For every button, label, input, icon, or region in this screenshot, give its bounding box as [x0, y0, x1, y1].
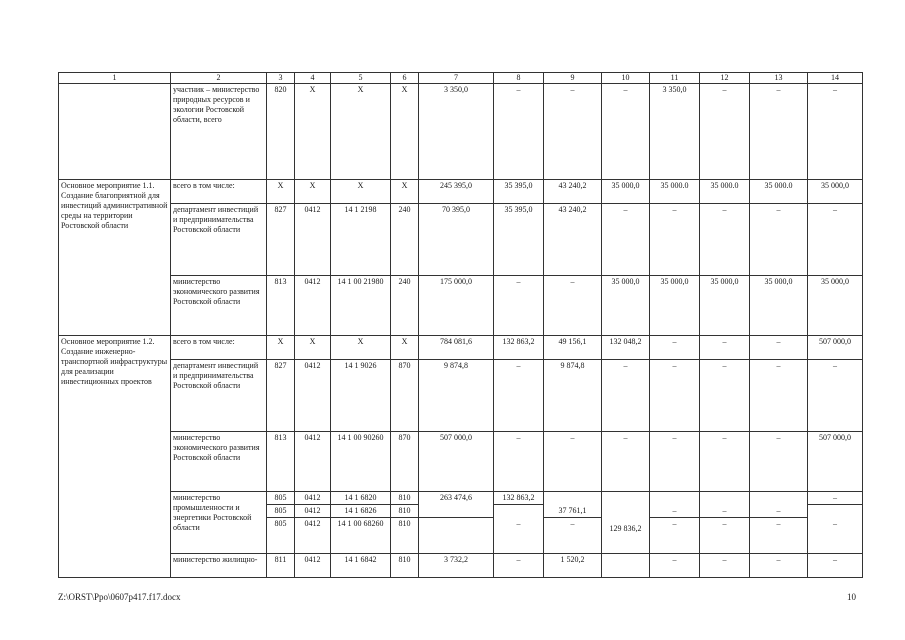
- cell-year-2: –: [544, 276, 602, 336]
- cell-year-6: –: [750, 505, 808, 518]
- cell-executor: министерство экономического развития Ростовской области: [171, 276, 267, 336]
- cell-year-4: 35 000.0: [650, 180, 700, 204]
- col-header-9: 9: [544, 73, 602, 84]
- cell-rzpr: Х: [295, 180, 331, 204]
- cell-rzpr: 0412: [295, 276, 331, 336]
- cell-csr: Х: [331, 180, 391, 204]
- cell-rzpr: 0412: [295, 492, 331, 505]
- cell-csr: 14 1 9026: [331, 360, 391, 432]
- cell-executor: департамент инвестиций и предпринимательства Ростовской области: [171, 204, 267, 276]
- col-header-8: 8: [494, 73, 544, 84]
- cell-year-1: 132 863,2: [494, 336, 544, 360]
- cell-year-2: 49 156,1: [544, 336, 602, 360]
- col-header-14: 14: [808, 73, 863, 84]
- cell-total: 507 000,0: [419, 432, 494, 492]
- cell-grbs: 813: [267, 432, 295, 492]
- table-row: [59, 276, 863, 336]
- cell-year-6: [750, 492, 808, 505]
- cell-year-3: 35 000,0: [602, 276, 650, 336]
- cell-year-7: –: [808, 554, 863, 578]
- cell-year-5: –: [700, 518, 750, 554]
- cell-year-4: 3 350,0: [650, 84, 700, 180]
- cell-year-2: –: [544, 84, 602, 180]
- cell-year-2: 37 761,1: [544, 505, 602, 518]
- page-number: 10: [847, 592, 856, 602]
- cell-executor: всего в том числе:: [171, 336, 267, 360]
- cell-year-3: 132 048,2: [602, 336, 650, 360]
- table-row: [59, 492, 863, 505]
- cell-year-2: 1 520,2: [544, 554, 602, 578]
- col-header-7: 7: [419, 73, 494, 84]
- cell-year-2: [544, 492, 602, 505]
- cell-measure-1-2: Основное мероприятие 1.2. Создание инженерно-транспортной инфраструктуры для реализации инвестиционных проектов: [59, 336, 171, 578]
- cell-rzpr: Х: [295, 336, 331, 360]
- cell-executor: министерство жилищно-: [171, 554, 267, 578]
- cell-year-7: –: [808, 84, 863, 180]
- cell-year-7: –: [808, 492, 863, 505]
- cell-rzpr: 0412: [295, 505, 331, 518]
- cell-year-2: 43 240,2: [544, 204, 602, 276]
- cell-grbs: 827: [267, 204, 295, 276]
- cell-total: 263 474,6: [419, 492, 494, 518]
- cell-year-3: [602, 554, 650, 578]
- cell-vr: Х: [391, 180, 419, 204]
- col-header-3: 3: [267, 73, 295, 84]
- cell-year-7: 35 000,0: [808, 276, 863, 336]
- cell-csr: Х: [331, 84, 391, 180]
- cell-year-3: 129 836,2: [602, 505, 650, 554]
- cell-year-4: –: [650, 505, 700, 518]
- cell-year-1: –: [494, 554, 544, 578]
- cell-year-6: –: [750, 554, 808, 578]
- cell-year-3: –: [602, 84, 650, 180]
- cell-year-5: 35 000.0: [700, 180, 750, 204]
- cell-year-1: –: [494, 518, 544, 554]
- cell-year-1: 132 863,2: [494, 492, 544, 505]
- cell-year-7: 507 000,0: [808, 432, 863, 492]
- cell-year-5: 35 000,0: [700, 276, 750, 336]
- cell-year-4: –: [650, 336, 700, 360]
- cell-year-6: –: [750, 518, 808, 554]
- cell-csr: 14 1 00 90260: [331, 432, 391, 492]
- cell-total: 784 081,6: [419, 336, 494, 360]
- cell-vr: 810: [391, 492, 419, 505]
- cell-year-4: –: [650, 360, 700, 432]
- cell-year-1: –: [494, 84, 544, 180]
- col-header-1: 1: [59, 73, 171, 84]
- cell-year-6: 35 000,0: [750, 276, 808, 336]
- cell-year-7: –: [808, 360, 863, 432]
- cell-year-2: –: [544, 432, 602, 492]
- col-header-5: 5: [331, 73, 391, 84]
- cell-grbs: 813: [267, 276, 295, 336]
- cell-rzpr: 0412: [295, 554, 331, 578]
- col-header-6: 6: [391, 73, 419, 84]
- col-header-12: 12: [700, 73, 750, 84]
- cell-year-5: –: [700, 336, 750, 360]
- cell-year-1: –: [494, 360, 544, 432]
- cell-csr: Х: [331, 336, 391, 360]
- cell-vr: 810: [391, 554, 419, 578]
- cell-vr: Х: [391, 336, 419, 360]
- cell-year-6: –: [750, 84, 808, 180]
- cell-year-2: 9 874,8: [544, 360, 602, 432]
- cell-year-1: 35 395,0: [494, 180, 544, 204]
- cell-year-3: –: [602, 432, 650, 492]
- cell-year-4: –: [650, 554, 700, 578]
- cell-year-4: –: [650, 432, 700, 492]
- cell-year-5: [700, 492, 750, 505]
- cell-year-2: 43 240,2: [544, 180, 602, 204]
- col-header-2: 2: [171, 73, 267, 84]
- cell-year-4: –: [650, 518, 700, 554]
- cell-year-7: 35 000,0: [808, 180, 863, 204]
- col-header-11: 11: [650, 73, 700, 84]
- cell-year-7: –: [808, 518, 863, 554]
- cell-rzpr: 0412: [295, 360, 331, 432]
- header-row: [59, 73, 863, 84]
- cell-vr: 240: [391, 276, 419, 336]
- table-row: [59, 204, 863, 276]
- cell-year-4: [650, 492, 700, 505]
- cell-grbs: 805: [267, 492, 295, 505]
- col-header-10: 10: [602, 73, 650, 84]
- cell-year-1: –: [494, 276, 544, 336]
- cell-year-3: [602, 492, 650, 505]
- cell-executor: министерство промышленности и энергетики Ростовской области: [171, 492, 267, 554]
- cell-vr: 240: [391, 204, 419, 276]
- cell-executor: департамент инвестиций и предпринимательства Ростовской области: [171, 360, 267, 432]
- col-header-13: 13: [750, 73, 808, 84]
- cell-year-5: –: [700, 505, 750, 518]
- document-path: Z:\ORST\Ppo\0607p417.f17.docx: [58, 592, 181, 602]
- cell-measure-1-1: Основное мероприятие 1.1. Создание благоприятной для инвестиций административной среды на территории Ростовской области: [59, 180, 171, 336]
- cell-year-4: –: [650, 204, 700, 276]
- cell-year-7: 507 000,0: [808, 336, 863, 360]
- cell-grbs: Х: [267, 336, 295, 360]
- cell-total: 3 350,0: [419, 84, 494, 180]
- cell-rzpr: 0412: [295, 518, 331, 554]
- cell-csr: 14 1 6820: [331, 492, 391, 505]
- cell-vr: 870: [391, 360, 419, 432]
- cell-executor: участник – министерство природных ресурсов и экологии Ростовской области, всего: [171, 84, 267, 180]
- cell-year-2: –: [544, 518, 602, 554]
- cell-vr: Х: [391, 84, 419, 180]
- cell-grbs: 805: [267, 505, 295, 518]
- cell-vr: 810: [391, 518, 419, 554]
- cell-csr: 14 1 00 21980: [331, 276, 391, 336]
- cell-grbs: Х: [267, 180, 295, 204]
- cell-year-3: –: [602, 204, 650, 276]
- cell-grbs: 811: [267, 554, 295, 578]
- col-header-4: 4: [295, 73, 331, 84]
- cell-executor: министерство экономического развития Ростовской области: [171, 432, 267, 492]
- cell-year-6: 35 000.0: [750, 180, 808, 204]
- cell-total: 3 732,2: [419, 554, 494, 578]
- cell-year-6: –: [750, 204, 808, 276]
- cell-year-5: –: [700, 554, 750, 578]
- table-row: [59, 360, 863, 432]
- cell-measure: [59, 84, 171, 180]
- cell-year-1: [494, 505, 544, 518]
- cell-year-6: –: [750, 360, 808, 432]
- cell-csr: 14 1 6826: [331, 505, 391, 518]
- cell-vr: 870: [391, 432, 419, 492]
- cell-year-7: –: [808, 204, 863, 276]
- cell-rzpr: 0412: [295, 204, 331, 276]
- cell-year-6: –: [750, 432, 808, 492]
- table-row: [59, 336, 863, 360]
- cell-vr: 810: [391, 505, 419, 518]
- cell-year-7: [808, 505, 863, 518]
- cell-year-1: –: [494, 432, 544, 492]
- cell-year-1: 35 395,0: [494, 204, 544, 276]
- table-row: [59, 432, 863, 492]
- cell-total: 9 874,8: [419, 360, 494, 432]
- cell-year-5: –: [700, 84, 750, 180]
- cell-year-4: 35 000,0: [650, 276, 700, 336]
- table-row: [59, 554, 863, 578]
- cell-year-6: –: [750, 336, 808, 360]
- table-row: [59, 180, 863, 204]
- cell-grbs: 820: [267, 84, 295, 180]
- budget-table: [58, 72, 863, 578]
- table-row: [59, 84, 863, 180]
- cell-total: 245 395,0: [419, 180, 494, 204]
- cell-rzpr: Х: [295, 84, 331, 180]
- cell-year-3: 35 000,0: [602, 180, 650, 204]
- cell-rzpr: 0412: [295, 432, 331, 492]
- cell-csr: 14 1 2198: [331, 204, 391, 276]
- cell-csr: 14 1 00 68260: [331, 518, 391, 554]
- cell-csr: 14 1 6842: [331, 554, 391, 578]
- cell-total: 70 395,0: [419, 204, 494, 276]
- cell-year-5: –: [700, 204, 750, 276]
- cell-total: 175 000,0: [419, 276, 494, 336]
- cell-year-3: –: [602, 360, 650, 432]
- cell-year-5: –: [700, 432, 750, 492]
- cell-year-5: –: [700, 360, 750, 432]
- cell-grbs: 827: [267, 360, 295, 432]
- cell-grbs: 805: [267, 518, 295, 554]
- cell-executor: всего в том числе:: [171, 180, 267, 204]
- cell-total: [419, 518, 494, 554]
